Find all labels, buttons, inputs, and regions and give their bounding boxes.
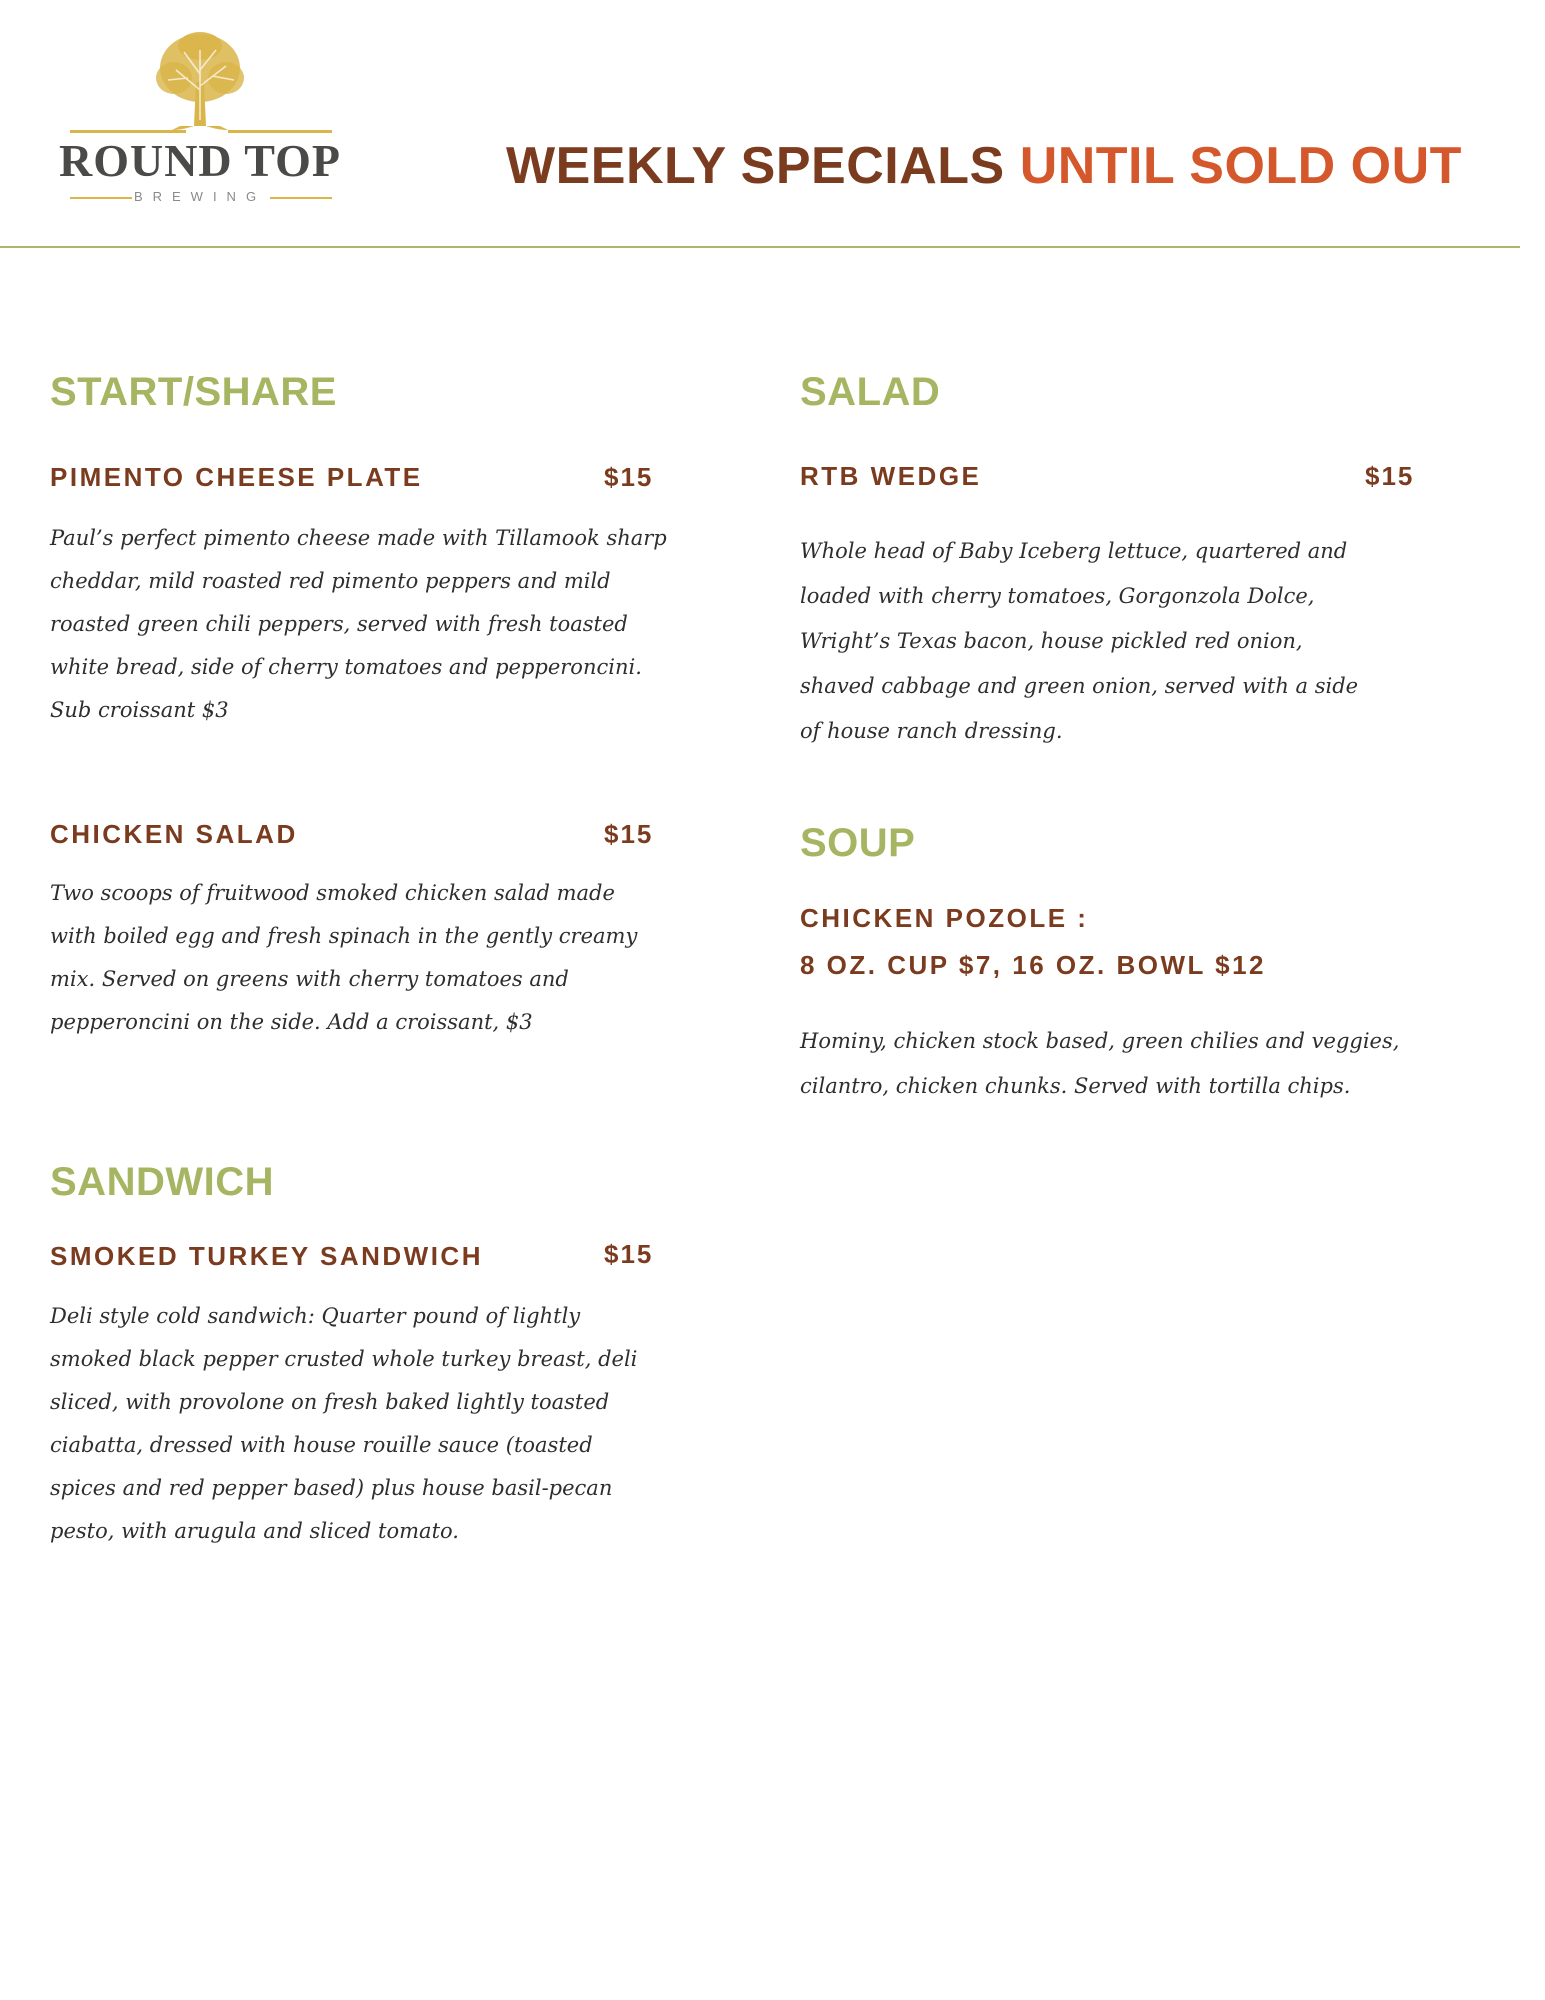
item-name-chicken-pozole: CHICKEN POZOLE : — [800, 903, 1089, 933]
desc-line: Sub croissant $3 — [50, 698, 229, 722]
logo-name: ROUND TOP — [58, 135, 342, 186]
page-title-part2: UNTIL SOLD OUT — [1019, 137, 1462, 195]
item-name-pimento: PIMENTO CHEESE PLATE — [50, 462, 423, 492]
logo-rule-left — [70, 130, 186, 133]
desc-line: cilantro, chicken chunks. Served with tortilla chips. — [800, 1074, 1351, 1098]
item-price-turkey-sandwich: $15 — [604, 1239, 654, 1269]
item-name-rtb-wedge: RTB WEDGE — [800, 461, 982, 491]
page-title — [506, 137, 1462, 195]
page-title-part1: WEEKLY SPECIALS — [506, 137, 1005, 195]
brand-logo — [52, 30, 352, 210]
desc-line: shaved cabbage and green onion, served with a side — [800, 674, 1359, 698]
section-heading-start-share: START/SHARE — [50, 370, 337, 414]
desc-line: sliced, with provolone on fresh baked lightly toasted — [50, 1390, 610, 1414]
desc-line: Hominy, chicken stock based, green chilies and veggies, — [800, 1029, 1400, 1053]
section-heading-soup: SOUP — [800, 821, 916, 865]
section-heading-salad: SALAD — [800, 370, 941, 414]
item-price-chicken-salad: $15 — [604, 819, 654, 849]
desc-line: Paul’s perfect pimento cheese made with Tillamook sharp — [50, 526, 667, 550]
item-description-rtb-wedge — [800, 529, 1440, 754]
desc-line: Whole head of Baby Iceberg lettuce, quartered and — [800, 539, 1348, 563]
item-price-pimento: $15 — [604, 462, 654, 492]
desc-line: loaded with cherry tomatoes, Gorgonzola Dolce, — [800, 584, 1315, 608]
desc-line: roasted green chili peppers, served with fresh toasted — [50, 612, 628, 636]
desc-line: of house ranch dressing. — [800, 719, 1063, 743]
desc-line: Wright’s Texas bacon, house pickled red onion, — [800, 629, 1303, 653]
item-price-rtb-wedge: $15 — [1365, 461, 1415, 491]
item-description-turkey-sandwich — [50, 1295, 690, 1553]
item-price-chicken-pozole: 8 OZ. CUP $7, 16 OZ. BOWL $12 — [800, 950, 1267, 980]
desc-line: pepperoncini on the side. Add a croissant, $3 — [50, 1010, 533, 1034]
desc-line: cheddar, mild roasted red pimento peppers and mild — [50, 569, 611, 593]
desc-line: white bread, side of cherry tomatoes and pepperoncini. — [50, 655, 642, 679]
desc-line: with boiled egg and fresh spinach in the gently creamy — [50, 924, 638, 948]
item-name-turkey-sandwich: SMOKED TURKEY SANDWICH — [50, 1241, 483, 1271]
item-name-chicken-salad: CHICKEN SALAD — [50, 819, 298, 849]
section-heading-sandwich: SANDWICH — [50, 1160, 274, 1204]
desc-line: smoked black pepper crusted whole turkey breast, deli — [50, 1347, 638, 1371]
header-divider — [0, 246, 1520, 248]
desc-line: spices and red pepper based) plus house basil-pecan — [50, 1476, 613, 1500]
tree-icon — [152, 30, 248, 132]
desc-line: pesto, with arugula and sliced tomato. — [50, 1519, 459, 1543]
desc-line: mix. Served on greens with cherry tomatoes and — [50, 967, 569, 991]
item-description-chicken-pozole — [800, 1019, 1500, 1109]
desc-line: Deli style cold sandwich: Quarter pound of lightly — [50, 1304, 581, 1328]
item-description-chicken-salad — [50, 872, 690, 1044]
desc-line: Two scoops of fruitwood smoked chicken salad made — [50, 881, 615, 905]
logo-subtitle: BREWING — [133, 189, 267, 204]
item-description-pimento — [50, 517, 690, 732]
desc-line: ciabatta, dressed with house rouille sauce (toasted — [50, 1433, 593, 1457]
logo-rule-right — [228, 130, 332, 133]
